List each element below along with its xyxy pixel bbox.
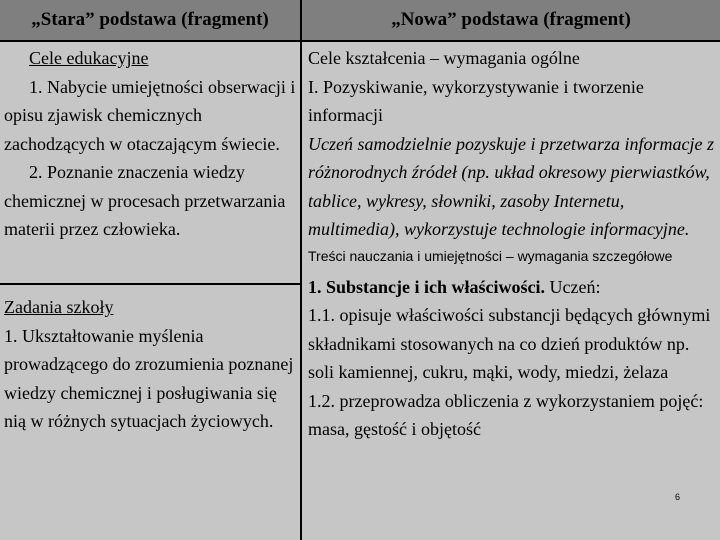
- school-tasks-heading: Zadania szkoły: [4, 297, 114, 317]
- requirement-1-2: 1.2. przeprowadza obliczenia z wykorzystaniem pojęć: masa, gęstość i objętość: [308, 390, 704, 439]
- educational-goal-1: 1. Nabycie umiejętności obserwacji i opisu zjawisk chemicznych zachodzących w otaczającym świecie.: [4, 76, 296, 154]
- new-curriculum-title: „Nowa” podstawa (fragment): [391, 9, 631, 30]
- old-curriculum-header: [0, 0, 300, 40]
- section-1-title: 1. Substancje i ich właściwości. Uczeń:: [308, 276, 601, 297]
- requirement-1-1: 1.1. opisuje właściwości substancji będących głównymi składnikami stosowanych na co dzień produktów np. soli kamiennej, cukru, mąki, wody, miedzi, żelaza: [308, 305, 711, 382]
- school-tasks-cell: [0, 285, 300, 540]
- school-task-1: 1. Ukształtowanie myślenia prowadzącego do zrozumienia poznanej wiedzy chemicznej i posługiwania się nią w różnych sytuacjach życiowych.: [4, 325, 294, 431]
- old-curriculum-title: „Stara” podstawa (fragment): [31, 9, 269, 30]
- new-curriculum-header: [302, 0, 720, 40]
- general-requirement-description: Uczeń samodzielnie pozyskuje i przetwarza informacje z różnorodnych źródeł (np. układ okresowy pierwiastków, tablice, wykresy, słowniki, zasoby Internetu, multimedia), wykorzystuje technologie informacyjne.: [308, 133, 714, 239]
- educational-goal-2: 2. Poznanie znaczenia wiedzy chemicznej w procesach przetwarzania materii przez człowieka.: [4, 162, 286, 239]
- general-requirements-heading: Cele kształcenia – wymagania ogólne: [308, 48, 580, 68]
- general-requirement-item: I. Pozyskiwanie, wykorzystywanie i tworzenie informacji: [308, 76, 644, 125]
- slide-number: 6: [674, 492, 680, 502]
- educational-goals-heading: Cele edukacyjne: [29, 48, 149, 68]
- educational-goals-cell: [0, 42, 300, 283]
- new-curriculum-cell: [302, 42, 720, 540]
- detailed-requirements-heading: Treści nauczania i umiejętności – wymagania szczegółowe: [308, 247, 673, 264]
